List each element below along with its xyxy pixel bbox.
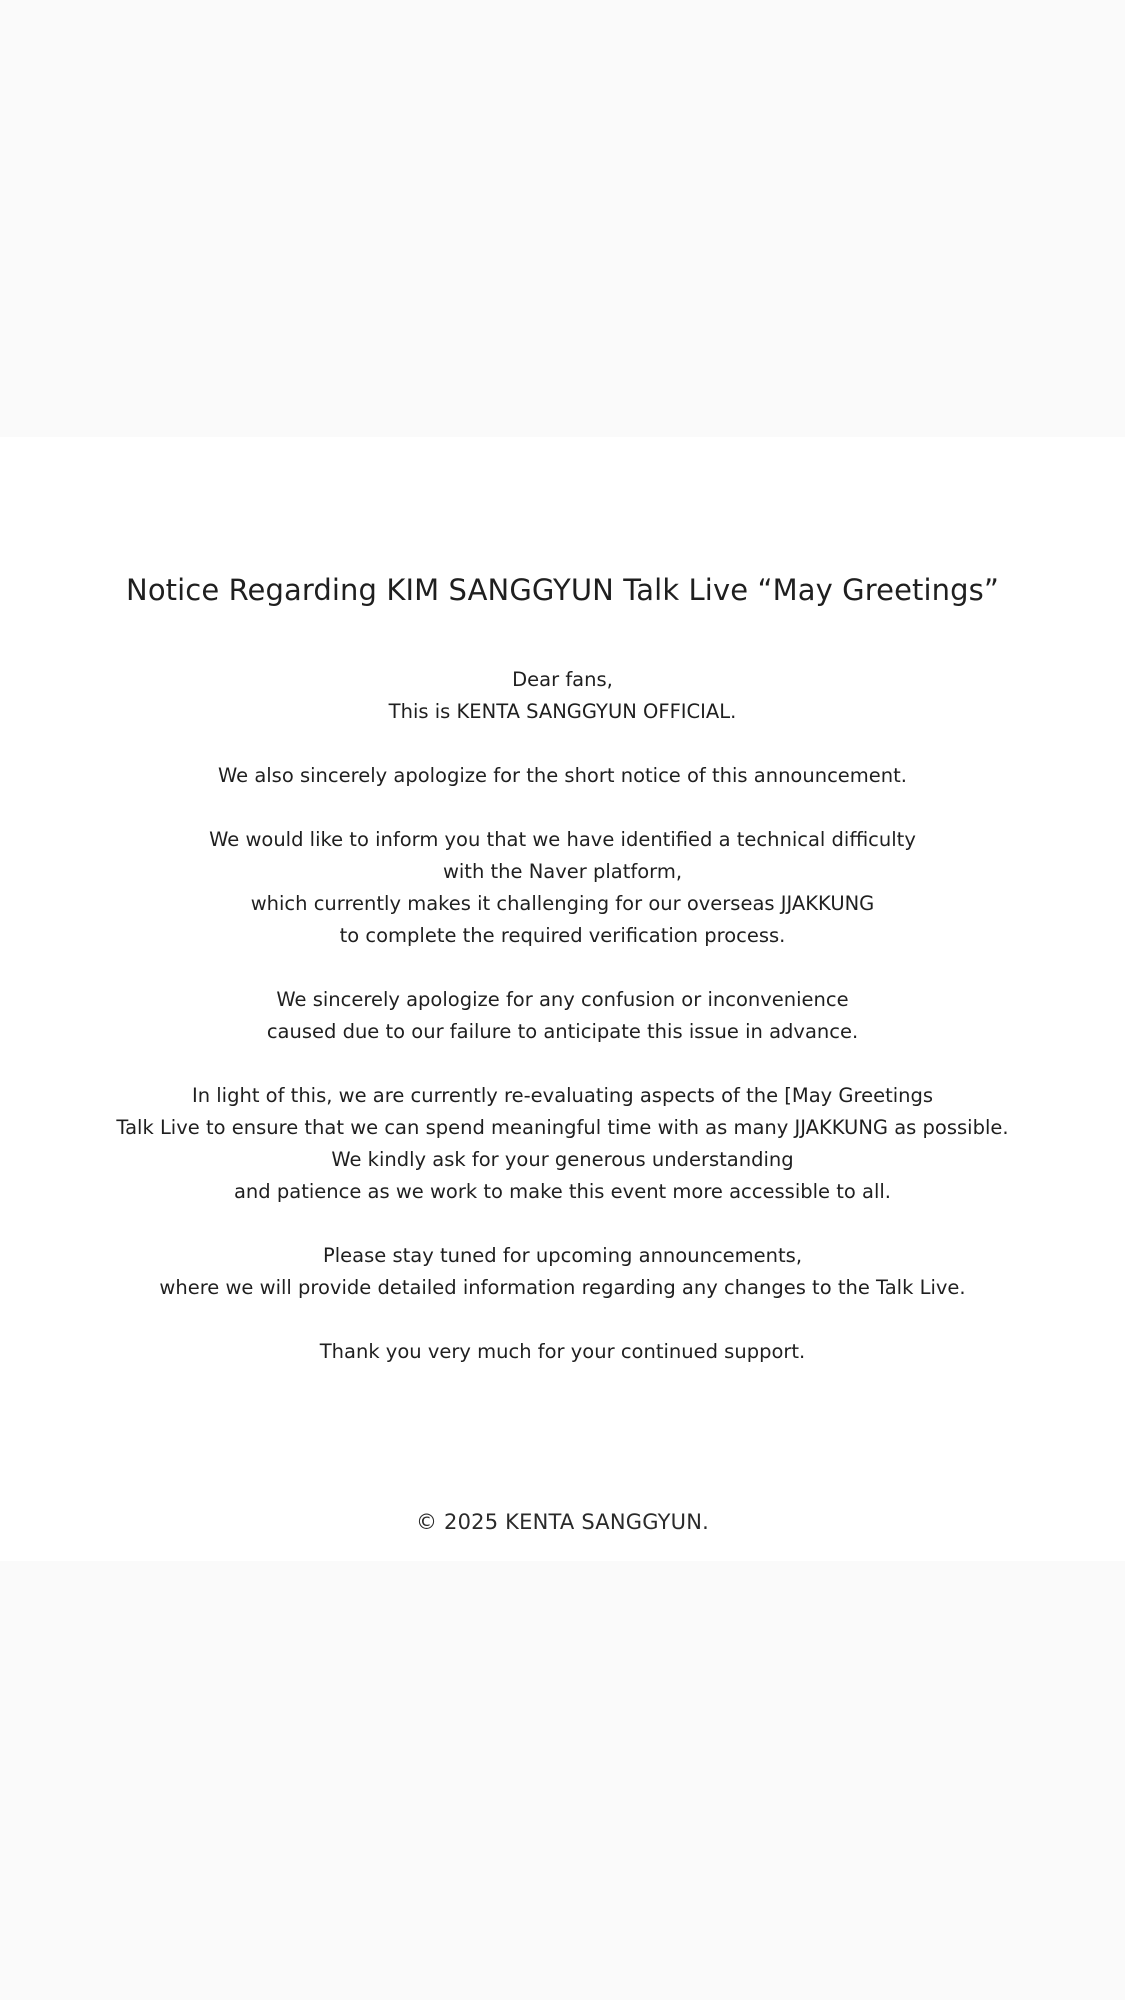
notice-paragraph-greeting (0, 664, 1125, 728)
top-background-band (0, 0, 1125, 437)
notice-line: caused due to our failure to anticipate this issue in advance. (266, 1020, 859, 1043)
footer-copyright: © 2025 KENTA SANGGYUN. (415, 1510, 710, 1534)
notice-line: In light of this, we are currently re-evaluating aspects of the [May Greetings (191, 1084, 934, 1107)
notice-paragraph-stay-tuned (0, 1240, 1125, 1304)
notice-title: Notice Regarding KIM SANGGYUN Talk Live “May Greetings” (126, 573, 999, 607)
notice-line: to complete the required verification process. (339, 924, 786, 947)
notice-line: which currently makes it challenging for our overseas JJAKKUNG (250, 892, 875, 915)
notice-paragraph-re-evaluation (0, 1080, 1125, 1208)
notice-line: We sincerely apologize for any confusion or inconvenience (276, 988, 849, 1011)
notice-paragraph-thanks (0, 1336, 1125, 1368)
notice-paragraph-apology-confusion (0, 984, 1125, 1048)
notice-paragraph-apology-short-notice (0, 760, 1125, 792)
notice-line: This is KENTA SANGGYUN OFFICIAL. (388, 700, 737, 723)
notice-line: We would like to inform you that we have identified a technical difficulty (209, 828, 916, 851)
notice-paragraph-technical-difficulty (0, 824, 1125, 952)
notice-line: Dear fans, (512, 668, 613, 691)
notice-line: with the Naver platform, (442, 860, 683, 883)
bottom-background-band (0, 1561, 1125, 2000)
notice-line: Thank you very much for your continued support. (319, 1340, 806, 1363)
notice-line: where we will provide detailed information regarding any changes to the Talk Live. (159, 1276, 966, 1299)
notice-line: Talk Live to ensure that we can spend meaningful time with as many JJAKKUNG as possible. (116, 1116, 1009, 1139)
notice-line: and patience as we work to make this event more accessible to all. (233, 1180, 891, 1203)
notice-line: We kindly ask for your generous understanding (331, 1148, 794, 1171)
notice-body (0, 664, 1125, 1400)
notice-line: We also sincerely apologize for the short notice of this announcement. (217, 764, 907, 787)
notice-page (0, 437, 1125, 1561)
notice-line: Please stay tuned for upcoming announcements, (322, 1244, 803, 1267)
